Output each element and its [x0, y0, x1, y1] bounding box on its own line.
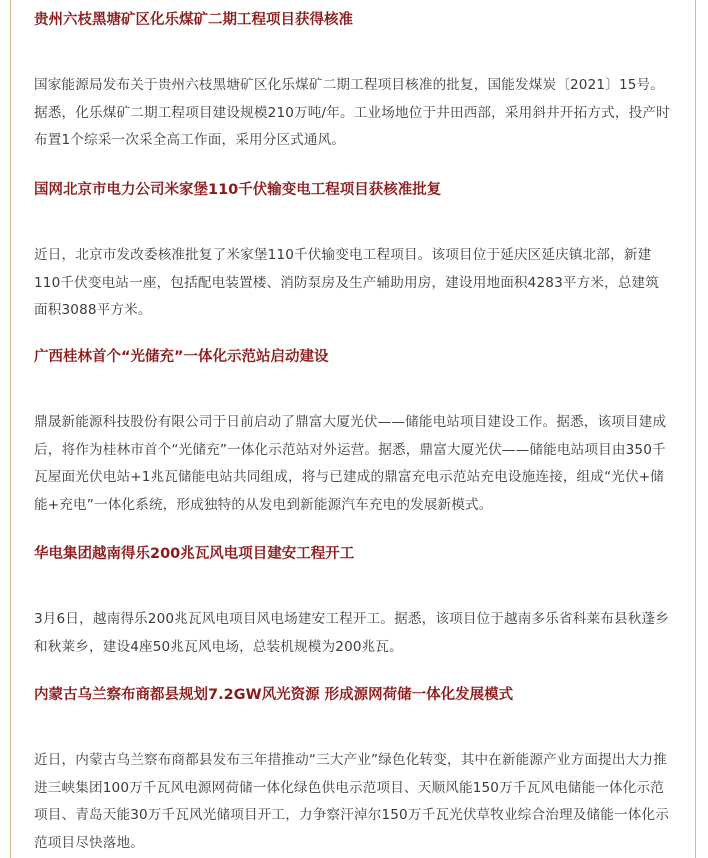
news-article-1	[34, 10, 672, 155]
article-headline: 华电集团越南得乐200兆瓦风电项目建安工程开工	[34, 546, 355, 562]
article-body: 近日，内蒙古乌兰察布商都县发布三年措推动“三大产业”绿色化转变，其中在新能源产业方面提出大力推进三峡集团100万千瓦风电源网荷储一体化绿色供电示范项目、天顺风能150万千瓦风电储能一体化示范项目、青岛天能30万千瓦风光储项目开工，力争察汗淖尔150万千瓦光伏草牧业综合治理及储能一体化示范项目尽快落地。	[34, 752, 669, 851]
article-body: 近日，北京市发改委核准批复了米家堡110千伏输变电工程项目。该项目位于延庆区延庆镇北部，新建110千伏变电站一座，包括配电装置楼、消防泵房及生产辅助用房，建设用地面积4283平方米，总建筑面积3088平方米。	[34, 247, 660, 319]
article-headline: 内蒙古乌兰察布商都县规划7.2GW风光资源 形成源网荷储一体化发展模式	[34, 687, 514, 703]
news-article-2	[34, 180, 672, 325]
news-article-3	[34, 347, 672, 519]
article-headline: 广西桂林首个“光储充”一体化示范站启动建设	[34, 349, 329, 365]
article-body: 3月6日，越南得乐200兆瓦风电项目风电场建安工程开工。据悉，该项目位于越南多乐省科莱布县秋蓬乡和秋莱乡，建设4座50兆瓦风电场，总装机规模为200兆瓦。	[34, 611, 669, 655]
news-article-4	[34, 544, 672, 661]
article-headline: 贵州六枝黑塘矿区化乐煤矿二期工程项目获得核准	[34, 12, 353, 28]
article-body: 鼎晟新能源科技股份有限公司于日前启动了鼎富大厦光伏——储能电站项目建设工作。据悉，该项目建成后，将作为桂林市首个“光储充”一体化示范站对外运营。据悉，鼎富大厦光伏——储能电站项目由350千瓦屋面光伏电站+1兆瓦储能电站共同组成，将与已建成的鼎富充电示范站充电设施连接，组成“光伏+储能+充电”一体化系统，形成独特的从发电到新能源汽车充电的发展新模式。	[34, 414, 667, 513]
article-body: 国家能源局发布关于贵州六枝黑塘矿区化乐煤矿二期工程项目核准的批复，国能发煤炭〔2021〕15号。据悉，化乐煤矿二期工程项目建设规模210万吨/年。工业场地位于井田西部，采用斜井开拓方式，投产时布置1个综采一次采全高工作面，采用分区式通风。	[34, 77, 670, 149]
article-headline: 国网北京市电力公司米家堡110千伏输变电工程项目获核准批复	[34, 182, 442, 198]
news-article-5	[34, 685, 672, 857]
